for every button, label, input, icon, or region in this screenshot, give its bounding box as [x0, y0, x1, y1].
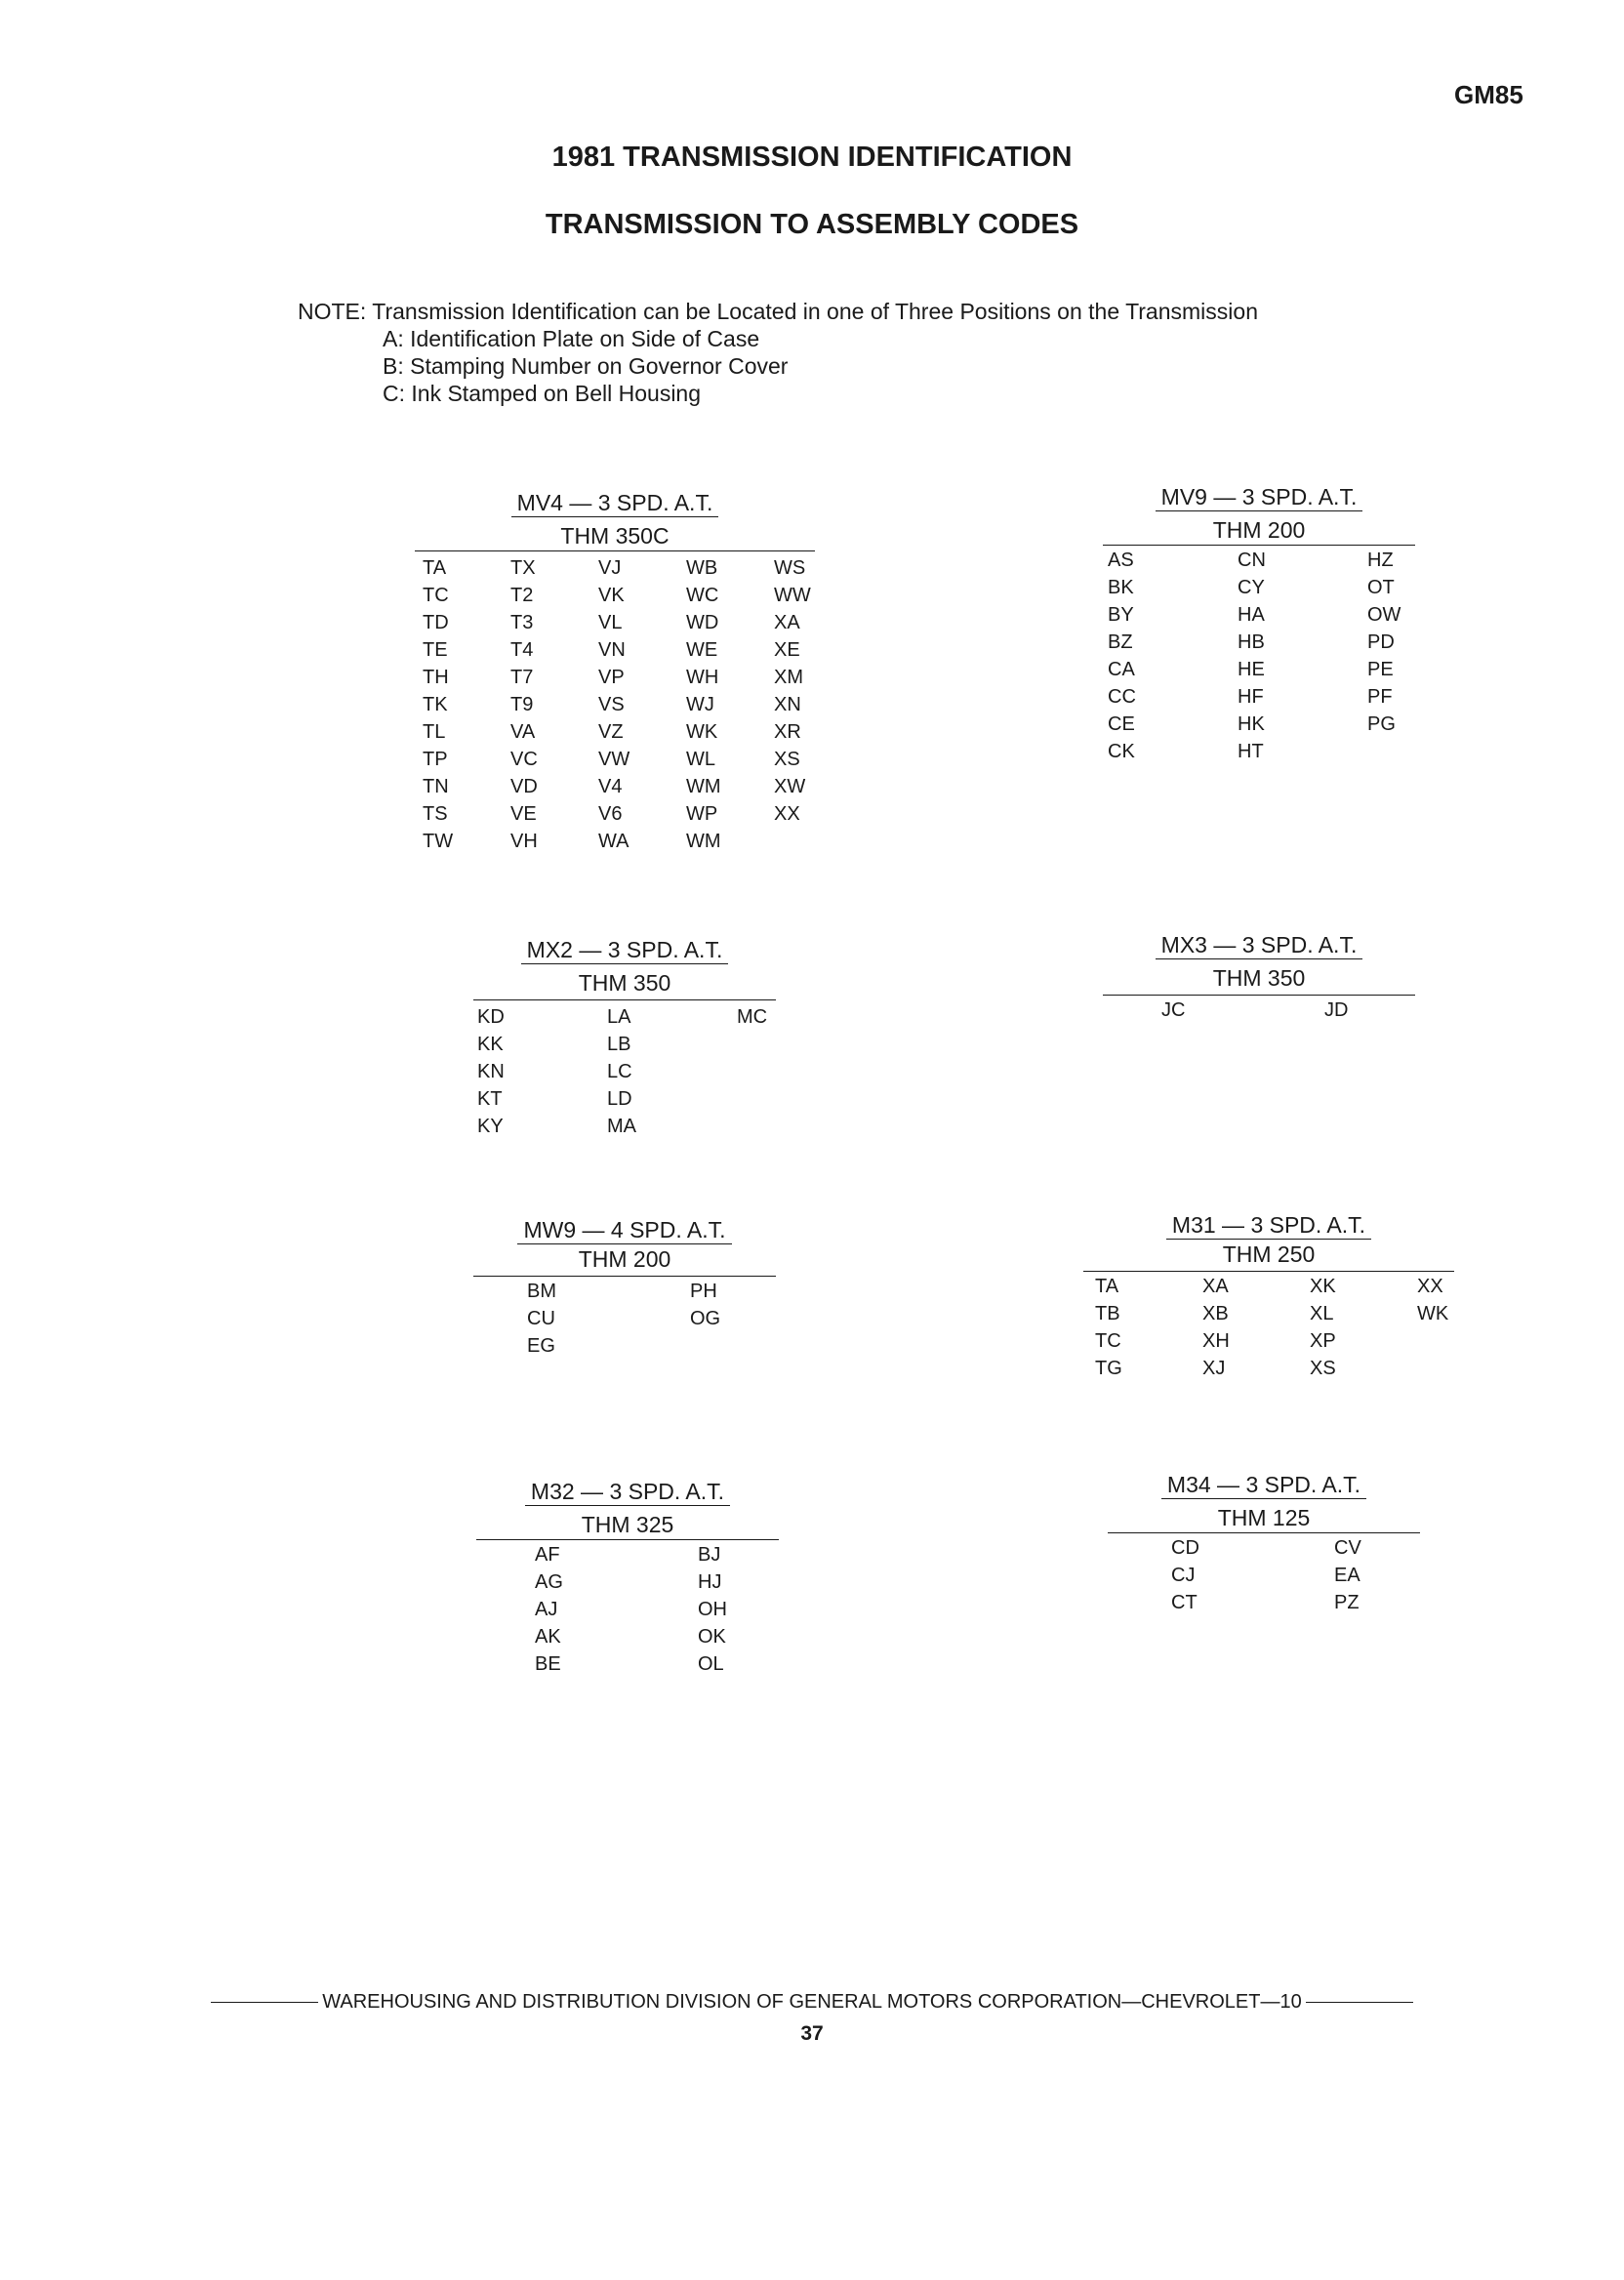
assembly-code: VL: [598, 612, 623, 633]
assembly-code: OW: [1367, 604, 1401, 626]
assembly-code: VD: [510, 776, 538, 797]
assembly-code: [1417, 1355, 1524, 1382]
table-subtitle: THM 250: [1222, 1242, 1316, 1267]
note-item-a: A: Identification Plate on Side of Case: [383, 326, 760, 351]
assembly-code: TD: [423, 612, 449, 633]
assembly-code: AK: [535, 1626, 561, 1648]
assembly-code: XK: [1310, 1276, 1336, 1297]
assembly-code: TA: [423, 557, 447, 579]
assembly-code: HE: [1238, 659, 1265, 680]
table-title-text: M32 — 3 SPD. A.T.: [525, 1479, 730, 1506]
assembly-code: JC: [1161, 999, 1186, 1021]
table-rule: [1108, 1532, 1420, 1533]
table-title-text: M31 — 3 SPD. A.T.: [1166, 1212, 1371, 1240]
identification-note: [298, 298, 1258, 407]
code-grid: [1095, 1273, 1524, 1382]
assembly-code: PH: [690, 1281, 717, 1302]
table-subtitle: THM 200: [1212, 517, 1306, 543]
page-number: 37: [800, 2022, 824, 2045]
assembly-code: VN: [598, 639, 626, 661]
assembly-code: WD: [686, 612, 719, 633]
assembly-code: WK: [1417, 1303, 1449, 1324]
note-lead: NOTE: Transmission Identification can be Located in one of Three Positions on the Transmission: [298, 299, 1258, 324]
table-subtitle: THM 350: [1212, 965, 1306, 991]
table-title: [473, 1217, 776, 1243]
assembly-code: T4: [510, 639, 534, 661]
code-grid: [1171, 1534, 1497, 1616]
table-title: [1108, 1472, 1420, 1498]
assembly-code: TB: [1095, 1303, 1120, 1324]
assembly-code: LA: [607, 1006, 631, 1028]
assembly-code: TK: [423, 694, 448, 715]
footer-dash-right: [1306, 2002, 1413, 2003]
assembly-code: TS: [423, 803, 448, 825]
assembly-code: VJ: [598, 557, 622, 579]
assembly-code: HF: [1238, 686, 1264, 708]
table-rule: [476, 1539, 779, 1540]
assembly-code: JD: [1324, 999, 1349, 1021]
assembly-code: XJ: [1202, 1358, 1226, 1379]
document-code: GM85: [1454, 80, 1523, 109]
assembly-code: WM: [686, 831, 721, 852]
assembly-code: V6: [598, 803, 623, 825]
page-title: 1981 TRANSMISSION IDENTIFICATION: [551, 142, 1073, 173]
assembly-code: WK: [686, 721, 718, 743]
assembly-code: PZ: [1334, 1592, 1360, 1613]
assembly-code: BK: [1108, 577, 1134, 598]
assembly-code: MC: [737, 1006, 768, 1028]
assembly-code: [1367, 738, 1497, 765]
table-subtitle: THM 125: [1217, 1505, 1311, 1530]
assembly-code: BE: [535, 1653, 561, 1675]
assembly-code: WA: [598, 831, 629, 852]
assembly-code: WP: [686, 803, 718, 825]
assembly-code: CJ: [1171, 1565, 1196, 1586]
assembly-code: CT: [1171, 1592, 1198, 1613]
assembly-code: TC: [423, 585, 449, 606]
assembly-code: BM: [527, 1281, 556, 1302]
assembly-code: XR: [774, 721, 801, 743]
assembly-code: TL: [423, 721, 446, 743]
assembly-code: VP: [598, 667, 625, 688]
assembly-code: CE: [1108, 713, 1135, 735]
assembly-code: WM: [686, 776, 721, 797]
assembly-code: TP: [423, 749, 448, 770]
assembly-code: WL: [686, 749, 715, 770]
table-rule: [473, 1276, 776, 1277]
assembly-code: VK: [598, 585, 625, 606]
assembly-code: CA: [1108, 659, 1135, 680]
page-subtitle: TRANSMISSION TO ASSEMBLY CODES: [545, 209, 1079, 240]
assembly-code: HK: [1238, 713, 1265, 735]
assembly-code: VA: [510, 721, 536, 743]
footer-line: [0, 1991, 1624, 2014]
assembly-code: KY: [477, 1116, 504, 1137]
assembly-code: XB: [1202, 1303, 1229, 1324]
footer-dash-left: [211, 2002, 318, 2003]
table-title: [1083, 1212, 1454, 1239]
assembly-code: CK: [1108, 741, 1135, 762]
table-title: [473, 937, 776, 963]
assembly-code: XP: [1310, 1330, 1336, 1352]
assembly-code: T9: [510, 694, 534, 715]
note-item-c: C: Ink Stamped on Bell Housing: [383, 381, 702, 406]
assembly-code: OL: [698, 1653, 724, 1675]
table-title: [476, 1479, 779, 1505]
note-item-b: B: Stamping Number on Governor Cover: [383, 353, 789, 379]
assembly-code: WC: [686, 585, 719, 606]
assembly-code: CN: [1238, 550, 1266, 571]
assembly-code: [737, 1085, 867, 1113]
assembly-code: HZ: [1367, 550, 1394, 571]
table-title-text: MX3 — 3 SPD. A.T.: [1156, 932, 1363, 959]
assembly-code: BJ: [698, 1544, 721, 1566]
code-grid: [1108, 547, 1497, 765]
assembly-code: XS: [1310, 1358, 1336, 1379]
assembly-code: HJ: [698, 1571, 722, 1593]
assembly-code: XH: [1202, 1330, 1230, 1352]
table-title-text: M34 — 3 SPD. A.T.: [1161, 1472, 1366, 1499]
code-grid: [477, 1003, 867, 1140]
assembly-code: KD: [477, 1006, 505, 1028]
code-grid: [423, 554, 862, 855]
assembly-code: OT: [1367, 577, 1395, 598]
assembly-code: WW: [774, 585, 811, 606]
assembly-code: [774, 828, 862, 855]
assembly-code: XE: [774, 639, 800, 661]
assembly-code: OG: [690, 1308, 721, 1329]
table-title: [1103, 932, 1415, 958]
assembly-code: KK: [477, 1034, 504, 1055]
assembly-code: TC: [1095, 1330, 1121, 1352]
assembly-code: CC: [1108, 686, 1136, 708]
table-rule: [1083, 1271, 1454, 1272]
assembly-code: EG: [527, 1335, 555, 1357]
table-rule: [1103, 545, 1415, 546]
assembly-code: OH: [698, 1599, 727, 1620]
assembly-code: VC: [510, 749, 538, 770]
table-title-text: MW9 — 4 SPD. A.T.: [517, 1217, 731, 1244]
assembly-code: WB: [686, 557, 718, 579]
assembly-code: LC: [607, 1061, 632, 1082]
table-title: [1103, 484, 1415, 510]
assembly-code: [737, 1113, 867, 1140]
assembly-code: OK: [698, 1626, 726, 1648]
assembly-code: HA: [1238, 604, 1265, 626]
assembly-code: VS: [598, 694, 625, 715]
code-grid: [1161, 997, 1487, 1024]
assembly-code: XA: [1202, 1276, 1229, 1297]
table-subtitle: THM 350: [578, 970, 671, 996]
table-rule: [1103, 995, 1415, 996]
assembly-code: EA: [1334, 1565, 1360, 1586]
assembly-code: CU: [527, 1308, 555, 1329]
assembly-code: T7: [510, 667, 534, 688]
assembly-code: VE: [510, 803, 537, 825]
assembly-code: XS: [774, 749, 800, 770]
assembly-code: WE: [686, 639, 718, 661]
assembly-code: PE: [1367, 659, 1394, 680]
assembly-code: PD: [1367, 631, 1395, 653]
assembly-code: CY: [1238, 577, 1265, 598]
assembly-code: T3: [510, 612, 534, 633]
code-grid: [527, 1278, 853, 1360]
table-title-text: MX2 — 3 SPD. A.T.: [521, 937, 729, 964]
assembly-code: PF: [1367, 686, 1393, 708]
assembly-code: XM: [774, 667, 803, 688]
table-subtitle: THM 325: [581, 1512, 674, 1537]
assembly-code: [690, 1332, 853, 1360]
assembly-code: AJ: [535, 1599, 558, 1620]
assembly-code: CV: [1334, 1537, 1361, 1559]
assembly-code: CD: [1171, 1537, 1199, 1559]
assembly-code: [737, 1031, 867, 1058]
assembly-code: KN: [477, 1061, 505, 1082]
footer-text: WAREHOUSING AND DISTRIBUTION DIVISION OF GENERAL MOTORS CORPORATION—CHEVROLET—10: [322, 1991, 1302, 2013]
assembly-code: TW: [423, 831, 454, 852]
code-grid: [535, 1541, 861, 1678]
assembly-code: AS: [1108, 550, 1134, 571]
assembly-code: XW: [774, 776, 806, 797]
assembly-code: [737, 1058, 867, 1085]
assembly-code: TE: [423, 639, 448, 661]
assembly-code: TN: [423, 776, 449, 797]
assembly-code: TH: [423, 667, 449, 688]
assembly-code: LD: [607, 1088, 632, 1110]
assembly-code: KT: [477, 1088, 503, 1110]
assembly-code: TA: [1095, 1276, 1119, 1297]
assembly-code: WJ: [686, 694, 714, 715]
assembly-code: HT: [1238, 741, 1264, 762]
table-subtitle: THM 200: [578, 1246, 671, 1272]
table-subtitle: THM 350C: [560, 523, 670, 549]
assembly-code: VW: [598, 749, 630, 770]
assembly-code: AF: [535, 1544, 560, 1566]
table-rule: [473, 999, 776, 1000]
assembly-code: VZ: [598, 721, 624, 743]
assembly-code: HB: [1238, 631, 1265, 653]
assembly-code: XN: [774, 694, 801, 715]
table-title: [415, 490, 815, 516]
assembly-code: PG: [1367, 713, 1396, 735]
assembly-code: XL: [1310, 1303, 1334, 1324]
assembly-code: BZ: [1108, 631, 1133, 653]
assembly-code: MA: [607, 1116, 636, 1137]
assembly-code: V4: [598, 776, 623, 797]
assembly-code: [1417, 1327, 1524, 1355]
assembly-code: LB: [607, 1034, 631, 1055]
assembly-code: WS: [774, 557, 806, 579]
table-title-text: MV4 — 3 SPD. A.T.: [511, 490, 719, 517]
assembly-code: AG: [535, 1571, 563, 1593]
table-rule: [415, 550, 815, 551]
assembly-code: TG: [1095, 1358, 1122, 1379]
assembly-code: XX: [774, 803, 800, 825]
assembly-code: VH: [510, 831, 538, 852]
assembly-code: XX: [1417, 1276, 1443, 1297]
assembly-code: XA: [774, 612, 800, 633]
assembly-code: WH: [686, 667, 719, 688]
assembly-code: TX: [510, 557, 536, 579]
assembly-code: T2: [510, 585, 534, 606]
assembly-code: BY: [1108, 604, 1134, 626]
table-title-text: MV9 — 3 SPD. A.T.: [1156, 484, 1363, 511]
